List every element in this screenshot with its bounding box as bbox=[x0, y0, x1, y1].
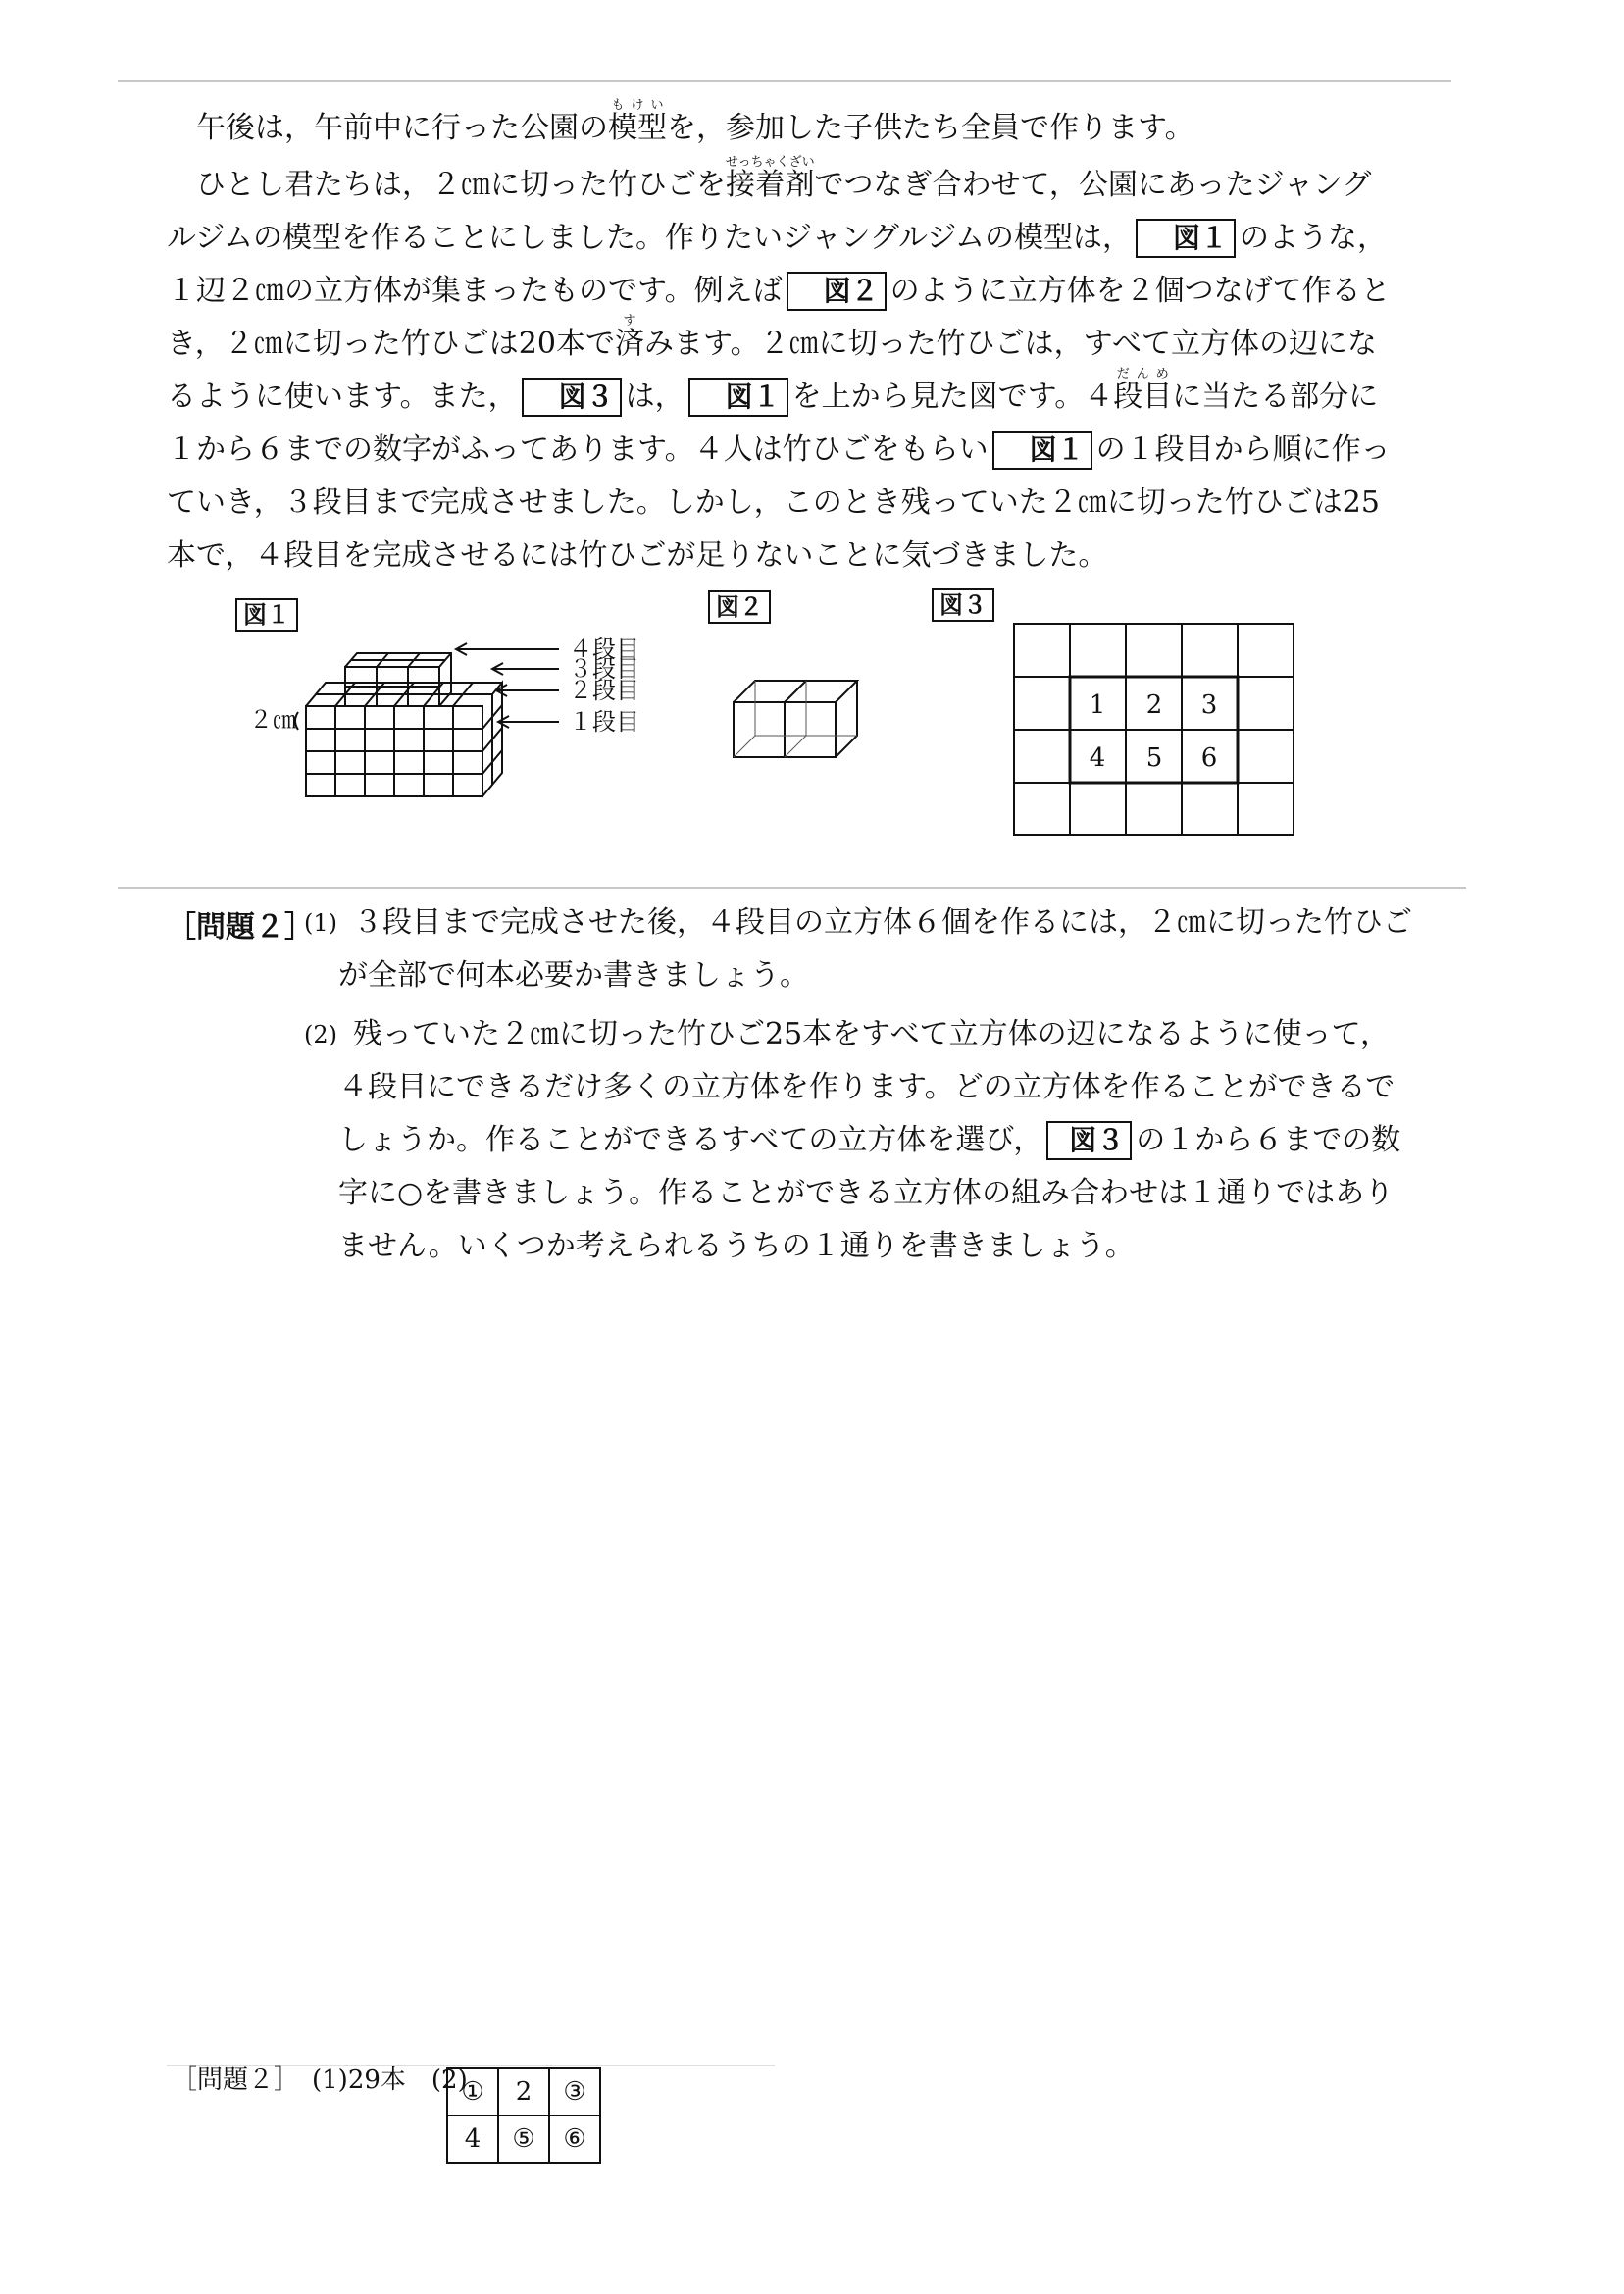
question-heading: ［問題２］ bbox=[167, 910, 314, 944]
q1-number: (1) bbox=[304, 909, 337, 937]
fig1-ref: 図１ bbox=[688, 378, 788, 417]
fig3-cell-4: 4 bbox=[1089, 743, 1106, 773]
fig1-level-1: １段目 bbox=[569, 708, 639, 736]
fig1-level-4: ４段目 bbox=[569, 636, 639, 663]
fig2-ref: 図２ bbox=[787, 272, 887, 311]
middle-rule bbox=[118, 887, 1466, 889]
fig3-cell-5: 5 bbox=[1145, 743, 1163, 773]
fig3-cell-3: 3 bbox=[1200, 690, 1218, 720]
fig1-size-label: ２㎝ bbox=[249, 706, 296, 734]
fig1-level-2: ２段目 bbox=[569, 677, 639, 704]
q2-number: (2) bbox=[304, 1021, 337, 1048]
fig2-label: 図２ bbox=[708, 590, 771, 624]
fig3-ref: 図３ bbox=[1046, 1121, 1132, 1160]
fig3-ref: 図３ bbox=[522, 378, 622, 417]
intro-paragraph-2: ひとし君たちは，２㎝に切った竹ひごを接着剤せっちゃくざいでつなぎ合わせて，公園にあったジャングルジムの模型を作ることにしました。作りたいジャングルジムの模型は， 図１ のような，１辺２㎝の立方体が集まったものです。例えば 図２ のように立方体を２個つなげて作るとき，２㎝に切った竹ひごは20本で済すみます。２㎝に切った竹ひごは，すべて立方体の辺になるように使います。また， 図３ は， 図１ を上から見た図です。４段目だんめに当たる部分に１から６までの数字がふってあります。４人は竹ひごをもらい 図１ の１段目から順に作っていき，３段目まで完成させました。しかし，このとき残っていた２㎝に切った竹ひごは25本で，４段目を完成させるには竹ひごが足りないことに気づきました。 bbox=[167, 155, 1391, 573]
answer-grid bbox=[446, 2067, 601, 2164]
fig3-cell-6: 6 bbox=[1200, 743, 1218, 773]
q1-text: ３段目まで完成させた後，４段目の立方体６個を作るには，２㎝に切った竹ひごが全部で何本必要か書きましょう。 bbox=[338, 905, 1412, 993]
fig3-top-view bbox=[1012, 622, 1296, 838]
fig1-level-3: ３段目 bbox=[569, 655, 639, 683]
fig1-jungle-gym bbox=[235, 628, 686, 804]
fig3-cell-1: 1 bbox=[1089, 690, 1106, 720]
answer-cell: 4 bbox=[447, 2116, 498, 2163]
q2-text: 残っていた２㎝に切った竹ひご25本をすべて立方体の辺になるように使って，４段目にできるだけ多くの立方体を作ります。どの立方体を作ることができるでしょうか。作ることができるすべての立方体を選び， 図３ の１から６までの数字に○を書きましょう。作ることができる立方体の組み合わせは１通りではありません。いくつか考えられるうちの１通りを書きましょう。 bbox=[338, 1017, 1401, 1263]
answer-label: ［問題２］ (1)29本 (2) bbox=[172, 2065, 468, 2095]
fig2-two-cubes bbox=[726, 677, 863, 765]
top-rule bbox=[118, 80, 1451, 82]
answer-cell: ⑤ bbox=[498, 2116, 549, 2163]
answer-cell: 2 bbox=[498, 2068, 549, 2116]
intro-text bbox=[167, 98, 1393, 583]
fig3-label: 図３ bbox=[932, 588, 994, 622]
fig1-label: 図１ bbox=[235, 598, 298, 632]
fig1-ref: 図１ bbox=[1136, 219, 1236, 258]
fig1-ref: 図１ bbox=[992, 431, 1092, 470]
intro-paragraph-1: 午後は，午前中に行った公園の模型もけいを，参加した子供たち全員で作ります。 bbox=[196, 98, 1194, 145]
answer-cell: ③ bbox=[549, 2068, 600, 2116]
fig3-cell-2: 2 bbox=[1145, 690, 1163, 720]
answer-cell: ① bbox=[447, 2068, 498, 2116]
answer-cell: ⑥ bbox=[549, 2116, 600, 2163]
